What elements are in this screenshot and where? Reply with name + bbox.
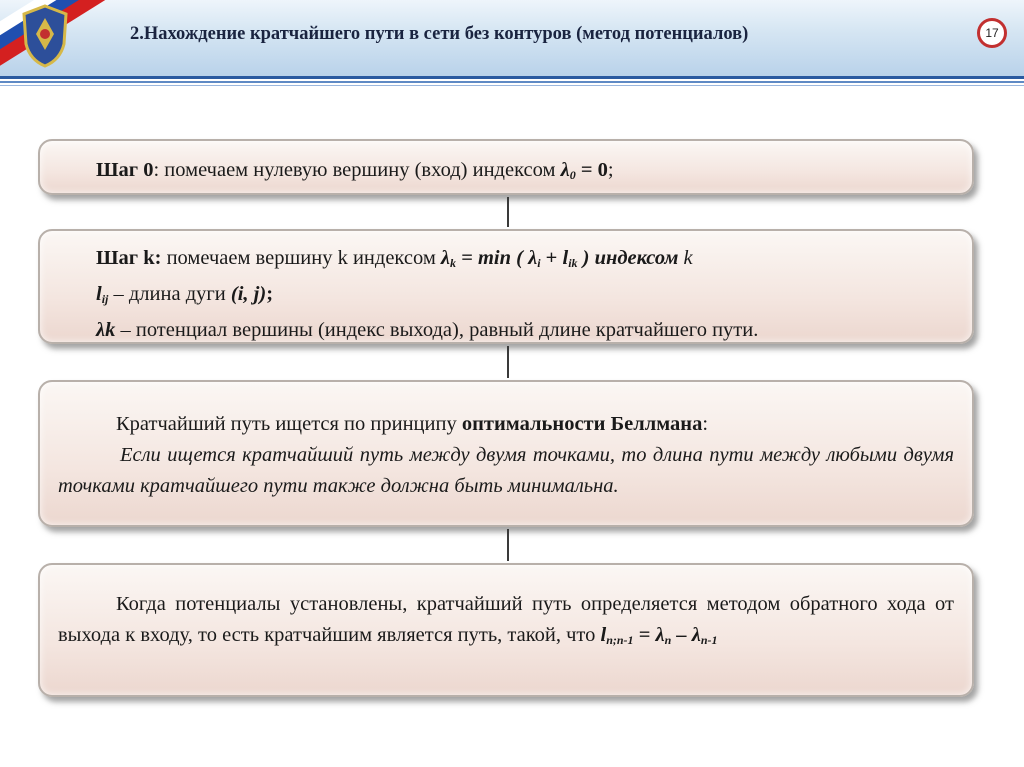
plus-sign: + (540, 247, 563, 269)
bellman-intro-text: Кратчайший путь ищется по принципу (116, 413, 462, 435)
lambda-k-description: – потенциал вершины (индекс выхода), равный длине кратчайшего пути. (115, 319, 759, 341)
lambda-i-subscript: i (537, 256, 541, 270)
l-n-subscript: n;n-1 (606, 633, 634, 647)
bellman-intro (58, 409, 954, 440)
step-k-description: помечаем вершину k индексом (161, 247, 441, 269)
arc-pair: (i, j) (230, 283, 267, 305)
step-0-box (38, 139, 974, 195)
potentials-description: Когда потенциалы установлены, кратчайший путь определяется методом обратного хода от выхода к входу, то есть кратчайшим является путь, такой, что (58, 593, 954, 646)
lambda-n-1-subscript: n-1 (700, 633, 718, 647)
slide-header (0, 0, 1024, 76)
step-0-end: ; (607, 159, 614, 181)
lambda-subscript: 0 (569, 168, 576, 182)
l-ij-symbol: l (96, 283, 102, 305)
lambda-k-subscript: k (450, 256, 457, 270)
bellman-principle: оптимальности Беллмана (461, 413, 703, 435)
slide-title: 2.Нахождение кратчайшего пути в сети без контуров (метод потенциалов) (130, 24, 749, 44)
l-ij-subscript: ij (101, 292, 109, 306)
l-ik-subscript: ik (568, 256, 578, 270)
step-k-box (38, 229, 974, 344)
lambda-i-symbol: λ (528, 247, 538, 269)
lambda-zero-value: = 0 (575, 159, 608, 181)
lambda-k-symbol: λ (440, 247, 451, 269)
connector-line (507, 197, 509, 227)
lambda-n-1-symbol: – λ (671, 624, 701, 646)
step-k-line-1 (96, 243, 952, 279)
bellman-body: Если ищется кратчайший путь между двумя точками, то длина пути между любыми двумя точками кратчайшего пути также должна быть минимальна. (58, 444, 954, 497)
l-ij-end: ; (266, 283, 274, 305)
page-number-badge: 17 (977, 18, 1007, 48)
lambda-n-subscript: n (664, 633, 672, 647)
l-n-symbol: l (600, 624, 607, 646)
bellman-box (38, 380, 974, 527)
bellman-colon: : (702, 413, 709, 435)
header-divider (0, 76, 1024, 90)
k-variable: k (683, 247, 693, 269)
step-0-text (96, 155, 952, 191)
formula-min: = min ( (456, 247, 529, 269)
l-ij-description: – длина дуги (108, 283, 231, 305)
connector-line (507, 346, 509, 378)
lambda-symbol: λ (560, 159, 570, 181)
step-k-label: Шаг k: (96, 247, 162, 269)
lambda-k-label: λk (96, 319, 116, 341)
lambda-n-symbol: = λ (633, 624, 665, 646)
step-0-label: Шаг 0 (96, 159, 154, 181)
connector-line (507, 529, 509, 561)
step-k-line-3 (96, 315, 952, 346)
formula-index: ) индексом (577, 247, 684, 269)
potentials-box (38, 563, 974, 697)
l-ik-symbol: l (562, 247, 569, 269)
academy-emblem-icon (20, 4, 70, 68)
step-k-line-2 (96, 279, 952, 315)
step-0-description: : помечаем нулевую вершину (вход) индексом (153, 159, 561, 181)
potentials-text (58, 589, 954, 656)
